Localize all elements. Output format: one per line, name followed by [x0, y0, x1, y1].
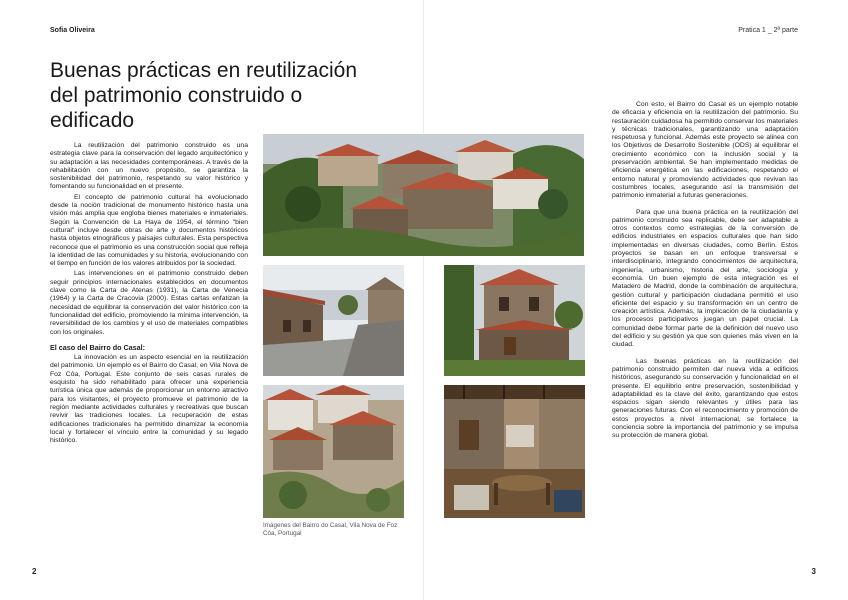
page-number-left: 2 — [32, 567, 37, 576]
charters-paragraph: Las intervenciones en el patrimonio construido deben seguir principios internacionales establecidos en documentos clave como la Carta de Atenas (1931), la Carta de Venecia (1964) y la Carta de Cracovia (2000). Estas cartas enfatizan la necesidad de equilibrar la conservación del valor histórico con la funcionalidad del edificio, promoviendo la mínima intervención, la reversibilidad de los cambios y el uso de materiales compatibles con los originales. — [50, 270, 248, 336]
photo-caption: Imágenes del Bairro do Casal, Vila Nova de Foz Côa, Portugal — [263, 522, 398, 537]
running-head: Pratica 1 _ 2ª parte — [738, 27, 798, 34]
heritage-concept-paragraph: El concepto de patrimonio cultural ha evolucionado desde la noción tradicional de monumento histórico hasta una visión más amplia que engloba bienes materiales e inmateriales. Según la Convención de La Haya de 1954, el término "bien cultural" incluye desde obras de arte y documentos históricos hasta objetos etnográficos y paisajes culturales. Esta perspectiva reconoce que el patrimonio es una construcción social que refleja la identidad de las comunidades y su historia, evolucionando con el tiempo en función de los valores atribuidos por la sociedad. — [50, 193, 248, 268]
bairro-efficiency-paragraph: Con esto, el Bairro do Casal es un ejemplo notable de eficacia y eficiencia en la reutilización del patrimonio. Su restauración cuidadosa ha permitido conservar los materiales y técnicas tradicionales, garantizando una adaptación respetuosa y funcional. Además este proyecto se alinea con los Objetivos de Desarrollo Sostenible (ODS) al equilibrar el crecimiento económico con la inclusión social y la preservación ambiental. Se han implementado medidas de eficiencia energética en las edificaciones, respetando el entorno natural y promoviendo actividades que revivan las costumbres locales, asegurando así la transmisión del patrimonio inmaterial a futuras generaciones. — [612, 101, 798, 200]
page-number-right: 3 — [811, 567, 816, 576]
stone-street-photo — [263, 265, 404, 376]
rehabilitated-house-photo — [444, 265, 585, 376]
case-paragraph: La innovación es un aspecto esencial en la reutilización del patrimonio. Un ejemplo es el Bairro do Casal, en Vila Nova de Foz Côa, Portugal. Este conjunto de seis casas rurales de esquisto ha sido rehabilitado para ofrecer una experiencia turística única que además de proporcionar un entorno atractivo para los visitantes, el proyecto promueve el patrimonio de la región mediante actividades culturales y recreativas que buscan revivir las tradiciones locales. La recuperación de estas edificaciones tradicionales ha permitido dinamizar la economía local y fortalecer el vínculo entre la comunidad y su legado histórico. — [50, 354, 248, 445]
replicability-paragraph: Para que una buena práctica en la reutilización del patrimonio construido sea replicable, debe ser adaptable a otros contextos como estrategias de la conversión de edificios industriales en espacios culturales que han sido implementadas en diversas ciudades, como Berlín. Estos proyectos se basan en un enfoque transversal e interdisciplinario, integrando conocimientos de arquitectura, ingeniería, urbanismo, historia del arte, sociología y economía. Un buen ejemplo de esta integración es el Matadero de Madrid, donde la combinación de arquitectura, gestión cultural y participación ciudadana permitió el uso eficiente del espacio y su transformación en un centro de creación artística. Además, la implicación de la ciudadanía y los procesos participativos juegan un papel crucial. La comunidad debe formar parte de la definición del nuevo uso del edificio y su gestión ya que son quienes más viven en la ciudad. — [612, 208, 798, 349]
village-panorama-photo — [263, 134, 584, 256]
rustic-interior-photo — [444, 385, 585, 518]
conclusion-paragraph: Las buenas prácticas en la reutilización del patrimonio construido permiten dar nueva vida a edificios históricos, asegurando su conservación y funcionalidad en el presente. El equilibrio entre preservación, sostenibilidad y adaptabilidad es la clave del éxito, garantizando que estos espacios sigan siendo relevantes y útiles para las generaciones futuras. Con el reconocimiento y promoción de estos proyectos a nivel internacional, se fortalece la conciencia sobre la importancia del patrimonio y se impulsa su protección de manera global. — [612, 357, 798, 440]
case-subheading: El caso del Bairro do Casal: — [50, 342, 146, 352]
rooftops-photo — [263, 385, 404, 518]
author-name: Sofia Oliveira — [50, 27, 95, 34]
intro-paragraph: La reutilización del patrimonio construido es una estrategia clave para la conservación del legado arquitectónico y su adaptación a las necesidades contemporáneas. A través de la rehabilitación con un nuevo propósito, se garantiza la sostenibilidad del patrimonio, respetando su valor histórico y fomentando su funcionalidad en el presente. — [50, 142, 248, 191]
right-text-column — [612, 101, 798, 449]
article-title: Buenas prácticas en reutilización del patrimonio construido o edificado — [50, 59, 358, 132]
spine-divider — [423, 0, 424, 600]
left-text-column — [50, 142, 248, 447]
